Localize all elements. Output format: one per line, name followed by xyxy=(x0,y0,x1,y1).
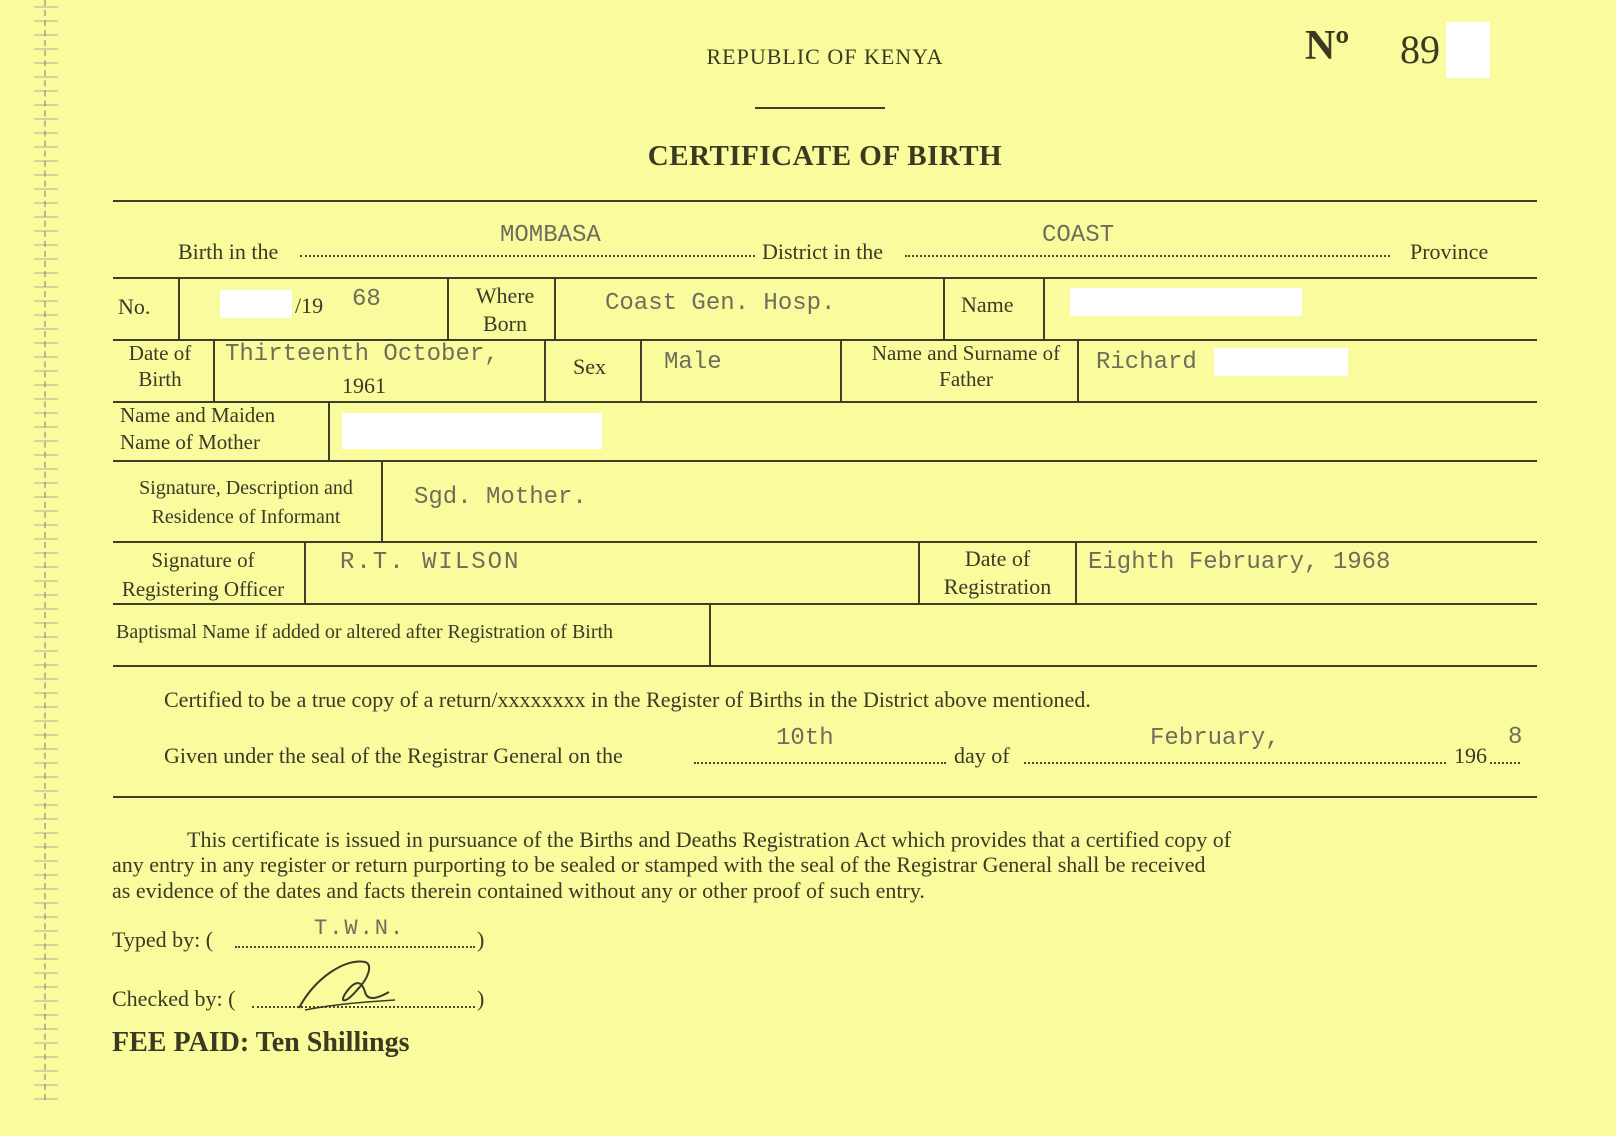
divider xyxy=(554,277,556,339)
divider xyxy=(304,541,306,603)
year-digit: 8 xyxy=(1508,724,1523,751)
divider xyxy=(1075,541,1077,603)
day-value: 10th xyxy=(776,725,834,752)
province-dotted-line xyxy=(905,255,1390,257)
notice-line-3: as evidence of the dates and facts therein contained without any or other proof of such entry. xyxy=(112,878,925,903)
divider xyxy=(328,401,330,460)
divider xyxy=(640,339,642,401)
dob-value-line2: 1961 xyxy=(342,373,386,398)
where-born-value: Coast Gen. Hosp. xyxy=(605,290,836,317)
mother-label-line2: Name of Mother xyxy=(120,430,260,454)
fee-paid: FEE PAID: Ten Shillings xyxy=(112,1027,410,1058)
province-value: COAST xyxy=(1042,222,1115,249)
province-label: Province xyxy=(1410,239,1489,264)
name-label: Name xyxy=(961,292,1014,317)
informant-label-line2: Residence of Informant xyxy=(151,506,341,528)
rule-1 xyxy=(113,277,1537,279)
divider xyxy=(447,277,449,339)
year-value: 68 xyxy=(352,286,381,313)
year-prefix-196: 196 xyxy=(1454,743,1487,768)
registration-date-value: Eighth February, 1968 xyxy=(1088,549,1391,576)
birth-in-the-label: Birth in the xyxy=(178,239,279,264)
month-value: February, xyxy=(1150,725,1280,752)
rule-bottom xyxy=(113,796,1537,798)
where-born-label: Where Born xyxy=(475,283,535,336)
redacted-father-surname xyxy=(1214,348,1348,376)
country-heading: REPUBLIC OF KENYA xyxy=(706,44,944,69)
father-label: Name and Surname of Father xyxy=(871,341,1061,392)
sex-label: Sex xyxy=(573,354,606,379)
sex-value: Male xyxy=(664,349,722,376)
heading-underline xyxy=(755,107,885,109)
rule-top xyxy=(113,200,1537,202)
father-value: Richard xyxy=(1096,349,1197,376)
divider xyxy=(840,339,842,401)
typed-by-close: ) xyxy=(477,927,485,952)
redacted-child-name xyxy=(1070,288,1302,316)
no-label: No. xyxy=(118,294,151,319)
dob-value-line1: Thirteenth October, xyxy=(225,341,499,368)
checked-by-close: ) xyxy=(477,986,485,1011)
typed-by-value: T.W.N. xyxy=(314,916,406,941)
baptismal-label: Baptismal Name if added or altered after Registration of Birth xyxy=(116,621,614,643)
divider xyxy=(381,460,383,541)
year-prefix: /19 xyxy=(295,293,324,318)
registration-date-label: Date of Registration xyxy=(943,546,1052,599)
divider xyxy=(213,339,215,401)
notice-line-1: This certificate is issued in pursuance of the Births and Deaths Registration Act which provides that a certified copy of xyxy=(187,827,1232,852)
divider xyxy=(544,339,546,401)
given-under-label: Given under the seal of the Registrar General on the xyxy=(164,743,623,768)
divider xyxy=(178,277,180,339)
month-dotted-line xyxy=(1024,762,1446,764)
redacted-number xyxy=(1446,22,1490,78)
divider xyxy=(918,541,920,603)
notice-line-2: any entry in any register or return purporting to be sealed or stamped with the seal of the Registrar General shall be received xyxy=(112,852,1206,877)
district-dotted-line xyxy=(300,255,755,257)
typed-by-label: Typed by: ( xyxy=(112,927,214,952)
divider xyxy=(709,603,711,665)
rule-4 xyxy=(113,460,1537,462)
certified-line: Certified to be a true copy of a return/xxxxxxxx in the Register of Births in the District above mentioned. xyxy=(164,687,1091,712)
day-of-label: day of xyxy=(954,743,1010,768)
day-dotted-line xyxy=(694,762,946,764)
year-dotted-line xyxy=(1490,762,1520,764)
district-in-the-label: District in the xyxy=(762,239,883,264)
certificate-number-value: 89 xyxy=(1400,27,1440,72)
mother-label-line1: Name and Maiden xyxy=(120,403,276,427)
officer-value: R.T. WILSON xyxy=(340,549,521,576)
rule-7 xyxy=(113,665,1537,667)
rule-6 xyxy=(113,603,1537,605)
divider xyxy=(943,277,945,339)
certificate-number-label: Nº xyxy=(1305,23,1350,69)
dob-label: Date of Birth xyxy=(128,341,192,392)
redacted-mother-name xyxy=(342,413,602,449)
checked-by-signature xyxy=(295,948,405,1014)
informant-label-line1: Signature, Description and xyxy=(139,477,353,499)
informant-value: Sgd. Mother. xyxy=(414,484,587,511)
officer-label-line1: Signature of xyxy=(151,548,255,572)
divider xyxy=(1077,339,1079,401)
district-value: MOMBASA xyxy=(500,222,601,249)
checked-by-label: Checked by: ( xyxy=(112,986,236,1011)
perforation-line xyxy=(44,0,47,1100)
rule-3 xyxy=(113,401,1537,403)
officer-label-line2: Registering Officer xyxy=(121,577,285,601)
divider xyxy=(1043,277,1045,339)
rule-5 xyxy=(113,541,1537,543)
redacted-registration-number xyxy=(220,290,292,318)
certificate-title: CERTIFICATE OF BIRTH xyxy=(647,140,1003,172)
